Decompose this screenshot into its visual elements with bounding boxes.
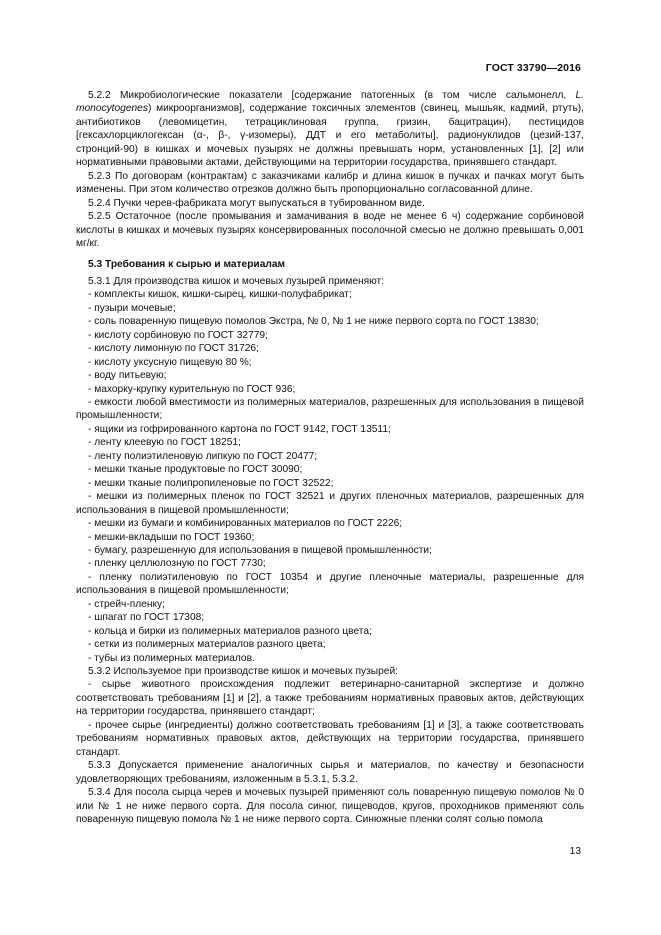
para-5-2-2 (76, 89, 584, 170)
list-item: - бумагу, разрешенную для использования в пищевой промышленности; (88, 544, 432, 556)
list-item: - махорку-крупку курительную по ГОСТ 936; (88, 383, 296, 395)
para-5-2-2-c: ) микроорганизмов], содержание токсичных элементов (свинец, мышьяк, кадмий, ртуть), антибиотиков (левомицетин, тетрациклиновая группа, гризин, бацитрацин), пестицидов [гексахлорциклогексан (α-, β-, γ-изомеры), ДДТ и его метаболиты], радионуклидов (цезий-137, стронций-90) в кишках и мочевых пузырях не должны превышать норм, установленных [1], [2] или нормативными правовыми актами, действующими на территории государства, принявшего стандарт. (76, 103, 584, 169)
section-5-3-heading: 5.3 Требования к сырью и материалам (88, 259, 286, 271)
para-5-3-4: 5.3.4 Для посола сырца черев и мочевых пузырей применяют соль поваренную пищевую помолов № 0 или № 1 не ниже первого сорта. Для посола синюг, пищеводов, кругов, проходников применяют соль поваренную пищевую помола № 1 не ниже первого сорта. Синюжные пленки солят солью помола (76, 787, 584, 826)
para-5-2-2-a: 5.2.2 Микробиологические показатели [содержание патогенных (в том числе сальмонелл, (88, 90, 576, 101)
page-number: 13 (569, 846, 581, 857)
list-item: - мешки из полимерных пленок по ГОСТ 32521 и других пленочных материалов, разрешенных для использования в пищевой промышленности; (76, 491, 584, 516)
para-5-2-3: 5.2.3 По договорам (контрактам) с заказчиками калибр и длина кишок в пучках и пачках могут быть изменены. При этом количество отрезков должно быть пропорционально согласованной длине. (76, 170, 584, 196)
list-item: - ленту клеевую по ГОСТ 18251; (88, 437, 241, 449)
list-item: - комплекты кишок, кишки-сырец, кишки-полуфабрикат; (88, 289, 352, 301)
list-item: - пузыри мочевые; (88, 302, 176, 314)
list-item: - пленку полиэтиленовую по ГОСТ 10354 и другие пленочные материалы, разрешенные для использования в пищевой промышленности; (76, 571, 584, 597)
list-item: - мешки тканые продуктовые по ГОСТ 30090; (88, 464, 303, 476)
list-item: - мешки тканые полипропиленовые по ГОСТ 32522; (88, 477, 334, 489)
list-item: - кольца и бирки из полимерных материалов разного цвета; (88, 625, 372, 637)
para-5-3-2-intro: 5.3.2 Используемое при производстве кишок и мочевых пузырей: (88, 666, 398, 678)
list-item: - воду питьевую; (88, 370, 167, 382)
list-5-3-2 (76, 678, 584, 759)
para-5-3-3: 5.3.3 Допускается применение аналогичных сырья и материалов, по качеству и безопасности удовлетворяющих требованиям, изложенным в 5.3.1, 5.3.2. (76, 760, 584, 785)
para-5-2-4: 5.2.4 Пучки черев-фабриката могут выпускаться в тубированном виде. (88, 197, 425, 209)
para-5-3-1-intro: 5.3.1 Для производства кишок и мочевых пузырей применяют: (88, 275, 385, 287)
list-item: - кислоту сорбиновую по ГОСТ 32779; (88, 329, 268, 341)
list-item: - емкости любой вместимости из полимерных материалов, разрешенных для использования в пищевой промышленности; (76, 396, 584, 422)
list-item: - сырье животного происхождения подлежит ветеринарно-санитарной экспертизе и должно соответствовать требованиям [1] и [2], а также требованиям нормативных правовых актов, действующих на территории государства, принявшего стандарт; (76, 679, 584, 718)
list-item: - мешки-вкладыши по ГОСТ 19360; (88, 531, 255, 543)
list-5-3-1 (76, 288, 584, 665)
page-body (76, 89, 584, 826)
para-5-2-5: 5.2.5 Остаточное (после промывания и замачивания в воде не менее 6 ч) содержание сорбиновой кислоты в кишках и мочевых пузырях консервированных посолочной смесью не должно превышать 0,001 мг/кг. (76, 211, 584, 249)
list-item: - кислоту лимонную по ГОСТ 31726; (88, 343, 259, 355)
list-item: - мешки из бумаги и комбинированных материалов по ГОСТ 2226; (88, 518, 403, 530)
list-item: - соль поваренную пищевую помолов Экстра, № 0, № 1 не ниже первого сорта по ГОСТ 13830; (88, 316, 539, 328)
list-item: - ящики из гофрированного картона по ГОСТ 9142, ГОСТ 13511; (88, 423, 391, 435)
list-item: - шпагат по ГОСТ 17308; (88, 612, 205, 624)
list-item: - стрейч-пленку; (88, 598, 165, 610)
list-item: - кислоту уксусную пищевую 80 %; (88, 356, 252, 368)
list-item: - ленту полиэтиленовую липкую по ГОСТ 20477; (88, 450, 318, 462)
standard-header: ГОСТ 33790—2016 (485, 62, 581, 74)
list-item: - тубы из полимерных материалов. (88, 652, 255, 664)
para-5-2-2-italic: L. monocytogenes (76, 90, 584, 115)
list-item: - прочее сырье (ингредиенты) должно соответствовать требованиям [1] и [3], а также соответствовать требованиям нормативных правовых актов, действующих на территории государства, принявшего стандарт. (76, 719, 584, 758)
list-item: - пленку целлюлозную по ГОСТ 7730; (88, 558, 266, 570)
list-item: - сетки из полимерных материалов разного цвета; (88, 639, 326, 651)
